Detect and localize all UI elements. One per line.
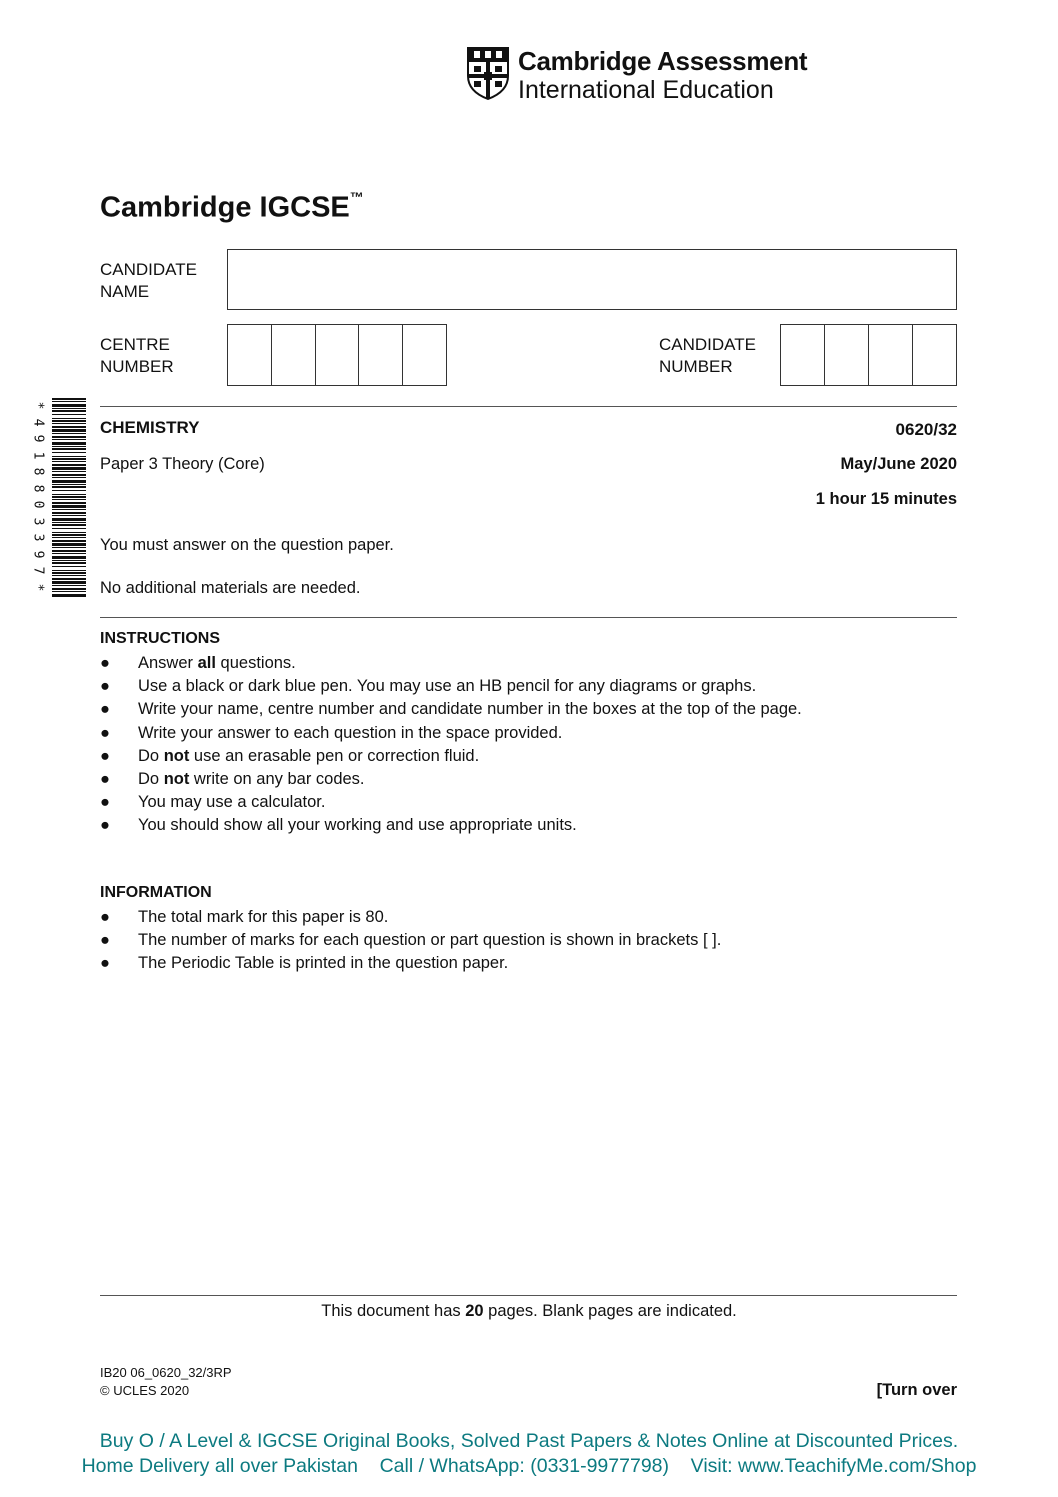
instructions-item-emphasis: all: [197, 654, 216, 672]
centre-number-digit-box[interactable]: [403, 325, 446, 385]
candidate-name-label: [100, 259, 197, 303]
information-item: [100, 929, 721, 952]
barcode-bar: [52, 404, 86, 407]
barcode-bar: [52, 578, 86, 580]
instructions-item-text: You may use a calculator.: [138, 793, 326, 812]
barcode-character: 9: [30, 550, 46, 558]
answer-note: You must answer on the question paper.: [100, 536, 394, 554]
candidate-name-label-line2: NAME: [100, 282, 150, 301]
barcode-bar: [52, 398, 86, 400]
bullet-icon: ●: [100, 770, 110, 789]
instructions-item: [100, 698, 802, 721]
candidate-number-digit-box[interactable]: [869, 325, 913, 385]
barcode-character: 9: [30, 434, 46, 443]
barcode-bar: [52, 496, 86, 498]
university-crest-icon: [466, 46, 510, 100]
page-title: [100, 183, 364, 226]
document-reference: IB20 06_0620_32/3RP: [100, 1365, 232, 1380]
candidate-name-label-line1: CANDIDATE: [100, 260, 197, 279]
barcode-character: *: [30, 401, 46, 410]
barcode-bar: [52, 401, 86, 402]
candidate-number-boxes: [780, 324, 957, 386]
divider: [100, 406, 957, 407]
bullet-icon: ●: [100, 931, 110, 950]
centre-number-digit-box[interactable]: [316, 325, 360, 385]
barcode-bar: [52, 474, 86, 476]
barcode-bar: [52, 418, 86, 419]
information-item: [100, 906, 721, 929]
bullet-icon: ●: [100, 654, 110, 672]
barcode-bar: [52, 540, 86, 542]
title-text: Cambridge IGCSE: [100, 191, 350, 224]
information-item-text: The Periodic Table is printed in the question paper.: [138, 954, 509, 973]
barcode-bar: [52, 524, 86, 526]
bullet-icon: ●: [100, 816, 110, 835]
bullet-icon: ●: [100, 793, 110, 812]
logo-subtitle: International Education: [518, 76, 774, 104]
instructions-item: [100, 814, 802, 837]
barcode-text: [30, 398, 48, 598]
instructions-item-text: write on any bar codes.: [189, 770, 365, 789]
barcode-bar: [52, 448, 86, 450]
bullet-icon: ●: [100, 746, 110, 765]
information-heading: INFORMATION: [100, 884, 212, 901]
barcode-bar: [52, 562, 86, 564]
promo-line-2: Home Delivery all over Pakistan Call / WhatsApp: (0331-9977798) Visit: www.TeachifyMe.com/Shop: [81, 1455, 977, 1477]
centre-number-label: [100, 334, 174, 378]
barcode-bar: [52, 515, 86, 516]
instructions-item: [100, 675, 802, 698]
centre-number-label-line1: CENTRE: [100, 335, 170, 354]
bullet-icon: ●: [100, 954, 110, 973]
barcode-character: 3: [30, 533, 46, 542]
barcode-bar: [52, 553, 86, 554]
barcode-bar: [52, 581, 86, 584]
information-item-text: The total mark for this paper is 80.: [138, 908, 389, 926]
barcode-bar: [52, 588, 86, 590]
centre-number-boxes: [227, 324, 447, 386]
barcode-bar: [52, 484, 86, 485]
instructions-item: [100, 652, 802, 675]
barcode-bar: [52, 560, 86, 561]
barcode-bar: [52, 433, 86, 434]
barcode-bar: [52, 436, 86, 438]
candidate-number-digit-box[interactable]: [825, 325, 869, 385]
logo-title: Cambridge Assessment: [518, 46, 808, 76]
promo-line-1: Buy O / A Level & IGCSE Original Books, Solved Past Papers & Notes Online at Discounted Prices.: [99, 1430, 959, 1452]
barcode-bar: [52, 471, 86, 472]
centre-number-label-line2: NUMBER: [100, 357, 174, 376]
divider: [100, 617, 957, 618]
barcode-bar: [52, 414, 86, 415]
page-count-pre: This document has: [321, 1302, 466, 1320]
candidate-number-digit-box[interactable]: [913, 325, 956, 385]
barcode-bar: [52, 490, 86, 491]
barcode-bar: [52, 594, 86, 597]
candidate-number-label-line2: NUMBER: [659, 357, 733, 376]
barcode-character: 7: [30, 566, 46, 575]
centre-number-digit-box[interactable]: [228, 325, 272, 385]
barcode-bar: [52, 446, 86, 447]
centre-number-digit-box[interactable]: [359, 325, 403, 385]
barcode-bar: [52, 572, 86, 574]
barcode-bars: [52, 398, 86, 598]
information-item-text: The number of marks for each question or part question is shown in brackets [ ].: [138, 931, 722, 950]
barcode-bar: [52, 458, 86, 460]
bullet-icon: ●: [100, 700, 110, 719]
barcode-bar: [52, 423, 86, 424]
page-count-note: [0, 1302, 1058, 1321]
barcode-bar: [52, 547, 86, 548]
instructions-item: [100, 768, 802, 791]
candidate-number-label-line1: CANDIDATE: [659, 335, 756, 354]
paper-code: 0620/32: [895, 420, 957, 439]
barcode-bar: [52, 512, 86, 514]
exam-duration: 1 hour 15 minutes: [815, 490, 957, 508]
barcode-character: *: [30, 583, 46, 591]
instructions-item-text: Do: [138, 746, 164, 765]
barcode-bar: [52, 522, 86, 523]
page-count-number: 20: [465, 1302, 484, 1320]
candidate-name-field[interactable]: [227, 249, 957, 310]
information-item: [100, 952, 721, 975]
barcode-bar: [52, 566, 86, 567]
barcode-character: 1: [30, 451, 46, 459]
barcode-character: 0: [30, 500, 46, 509]
instructions-item: [100, 791, 802, 814]
instructions-item: [100, 745, 802, 768]
barcode-character: 8: [30, 484, 46, 492]
barcode-bar: [52, 556, 86, 559]
barcode-bar: [52, 575, 86, 576]
candidate-number-digit-box[interactable]: [781, 325, 825, 385]
barcode: [30, 398, 88, 598]
instructions-item-emphasis: not: [163, 746, 190, 765]
barcode-bar: [52, 426, 86, 428]
barcode-bar: [52, 585, 86, 586]
instructions-item-text: Write your answer to each question in the space provided.: [138, 723, 563, 742]
exam-session: May/June 2020: [840, 455, 957, 473]
barcode-bar: [52, 442, 86, 445]
barcode-bar: [52, 509, 86, 510]
trademark-symbol: ™: [349, 189, 364, 205]
divider: [100, 1295, 957, 1296]
barcode-bar: [52, 420, 86, 422]
page-count-post: pages. Blank pages are indicated.: [483, 1302, 737, 1320]
turn-over-note: [Turn over: [876, 1381, 957, 1399]
barcode-bar: [52, 410, 86, 412]
barcode-bar: [52, 550, 86, 552]
barcode-bar: [52, 464, 86, 466]
barcode-bar: [52, 467, 86, 470]
barcode-bar: [52, 494, 86, 495]
instructions-item: [100, 722, 802, 745]
instructions-item-text: Do: [138, 770, 164, 789]
barcode-bar: [52, 502, 86, 504]
barcode-bar: [52, 537, 86, 538]
instructions-heading: INSTRUCTIONS: [100, 630, 220, 647]
barcode-bar: [52, 408, 86, 409]
barcode-bar: [52, 570, 86, 571]
subject-name: CHEMISTRY: [100, 418, 200, 437]
materials-note: No additional materials are needed.: [100, 579, 361, 597]
barcode-bar: [52, 505, 86, 508]
barcode-bar: [52, 534, 86, 536]
instructions-item-text: questions.: [215, 654, 296, 672]
barcode-character: 8: [30, 467, 46, 476]
paper-name: Paper 3 Theory (Core): [100, 455, 265, 473]
barcode-bar: [52, 480, 86, 483]
instructions-item-text: Use a black or dark blue pen. You may use an HB pencil for any diagrams or graphs.: [138, 677, 757, 696]
barcode-bar: [52, 456, 86, 457]
barcode-bar: [52, 461, 86, 462]
instructions-item-text: You should show all your working and use appropriate units.: [138, 816, 577, 835]
instructions-item-text: Write your name, centre number and candidate number in the boxes at the top of the page.: [138, 700, 802, 719]
barcode-character: 4: [30, 418, 46, 426]
instructions-list: [100, 652, 802, 838]
barcode-bar: [52, 439, 86, 440]
barcode-bar: [52, 499, 86, 500]
barcode-bar: [52, 486, 86, 488]
bullet-icon: ●: [100, 908, 110, 926]
bullet-icon: ●: [100, 677, 110, 696]
barcode-bar: [52, 532, 86, 533]
barcode-bar: [52, 429, 86, 432]
barcode-bar: [52, 452, 86, 453]
barcode-bar: [52, 591, 86, 592]
barcode-character: 3: [30, 517, 46, 525]
barcode-bar: [52, 518, 86, 521]
instructions-item-text: use an erasable pen or correction fluid.: [189, 746, 480, 765]
copyright: © UCLES 2020: [100, 1383, 190, 1398]
instructions-item-emphasis: not: [163, 770, 190, 789]
bullet-icon: ●: [100, 723, 110, 742]
candidate-number-label: [659, 334, 756, 378]
barcode-bar: [52, 528, 86, 529]
centre-number-digit-box[interactable]: [272, 325, 316, 385]
barcode-bar: [52, 543, 86, 546]
instructions-item-text: Answer: [138, 654, 198, 672]
information-list: [100, 906, 721, 976]
barcode-bar: [52, 477, 86, 478]
